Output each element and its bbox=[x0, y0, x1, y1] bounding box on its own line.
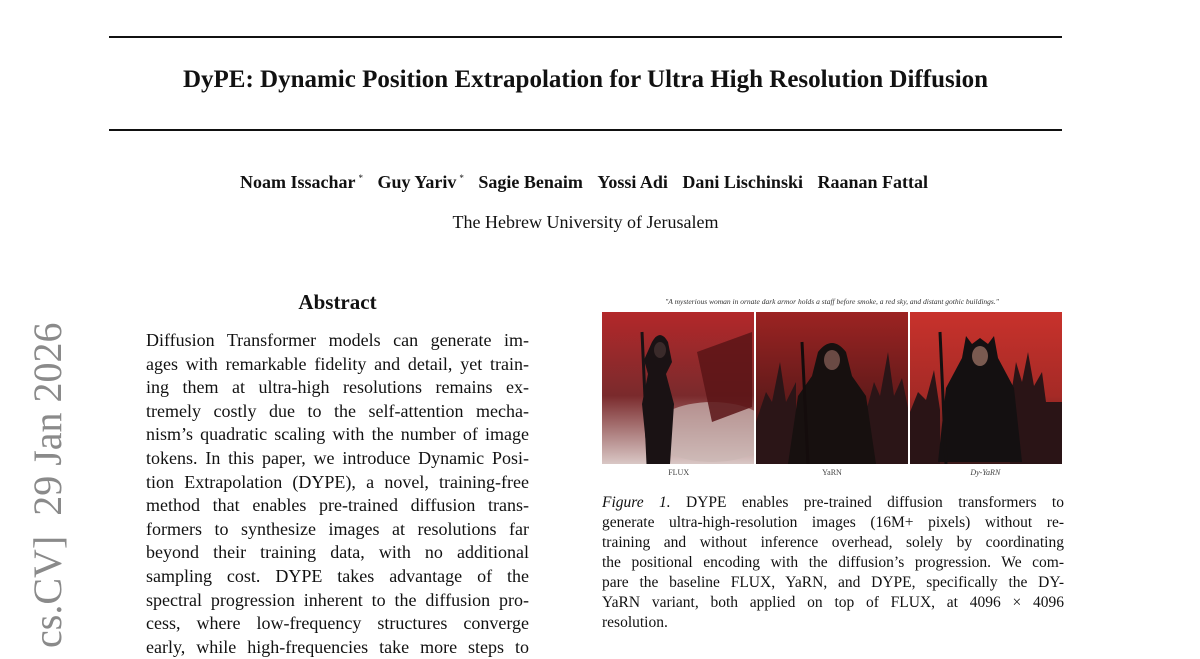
figure-label: Figure 1. bbox=[602, 494, 687, 511]
caption-line bbox=[602, 493, 1064, 513]
author-name: Guy Yariv bbox=[377, 172, 457, 192]
abstract-heading: Abstract bbox=[298, 290, 377, 314]
author bbox=[682, 172, 803, 193]
arxiv-stamp: cs.CV] 29 Jan 2026 bbox=[25, 322, 70, 648]
abstract-line: tion Extrapolation (DYPE), a novel, training-free bbox=[146, 471, 529, 492]
author bbox=[378, 172, 464, 193]
abstract-line: nism’s quadratic scaling with the number of image bbox=[146, 424, 529, 445]
author bbox=[597, 172, 668, 193]
panel-label: Dy-YaRN bbox=[970, 468, 1001, 477]
title-top-rule bbox=[109, 36, 1062, 38]
caption-text: DYPE enables pre-trained diffusion transformers to bbox=[686, 494, 1064, 511]
affiliation: The Hebrew University of Jerusalem bbox=[452, 212, 719, 232]
author-list bbox=[0, 172, 1168, 193]
abstract-line: ages with remarkable fidelity and detail, yet train- bbox=[146, 353, 529, 374]
figure-panels bbox=[602, 312, 1062, 464]
abstract-line: cess, where low-frequency structures converge bbox=[146, 613, 529, 634]
figure-prompt: "A mysterious woman in ornate dark armor holds a staff before smoke, a red sky, and distant gothic buildings." bbox=[665, 297, 999, 306]
abstract-line: method that enables pre-trained diffusion trans- bbox=[146, 495, 529, 516]
abstract-line: spectral progression inherent to the diffusion pro- bbox=[146, 589, 529, 610]
paper-title: DyPE: Dynamic Position Extrapolation for Ultra High Resolution Diffusion bbox=[182, 66, 989, 93]
abstract-line: formers to synthesize images at resolutions far bbox=[146, 518, 529, 539]
abstract-line: tokens. In this paper, we introduce Dynamic Posi- bbox=[146, 447, 529, 468]
author-name: Dani Lischinski bbox=[682, 172, 803, 192]
author-name: Raanan Fattal bbox=[817, 172, 928, 192]
author-mark: * bbox=[459, 173, 464, 183]
caption-line: YaRN variant, both applied on top of FLUX, at 4096 × 4096 bbox=[602, 594, 1064, 611]
abstract-line: beyond their training data, with no additional bbox=[146, 542, 529, 563]
armored-woman-image bbox=[756, 312, 908, 464]
author-name: Sagie Benaim bbox=[478, 172, 583, 192]
abstract-line: sampling cost. DYPE takes advantage of the bbox=[146, 565, 529, 586]
author-name: Yossi Adi bbox=[597, 172, 668, 192]
author bbox=[817, 172, 928, 193]
author-name: Noam Issachar bbox=[240, 172, 356, 192]
caption-line: the positional encoding with the diffusion’s progression. We com- bbox=[602, 554, 1064, 571]
armored-woman-image bbox=[910, 312, 1062, 464]
abstract-line: Diffusion Transformer models can generate im- bbox=[146, 330, 529, 350]
abstract-line: ing them at ultra-high resolutions remains ex- bbox=[146, 377, 529, 398]
figure-panel-labels bbox=[602, 468, 1062, 477]
armored-woman-image bbox=[602, 312, 754, 464]
panel-label: FLUX bbox=[668, 468, 690, 477]
author bbox=[478, 172, 583, 193]
title-bottom-rule bbox=[109, 129, 1062, 131]
abstract-line: tremely costly due to the self-attention mecha- bbox=[146, 400, 529, 421]
caption-line: generate ultra-high-resolution images (16M+ pixels) without re- bbox=[602, 514, 1064, 531]
panel-label: YaRN bbox=[822, 468, 842, 477]
figure-caption bbox=[602, 493, 1064, 633]
author bbox=[240, 172, 363, 193]
author-mark: * bbox=[358, 173, 363, 183]
abstract-line: early, while high-frequencies take more steps to bbox=[146, 636, 529, 657]
abstract-body bbox=[146, 329, 529, 659]
caption-line: resolution. bbox=[602, 614, 668, 631]
caption-line: training and without inference overhead, solely by coordinating bbox=[602, 534, 1064, 551]
caption-line: pare the baseline FLUX, YaRN, and DYPE, specifically the DY- bbox=[602, 574, 1064, 591]
